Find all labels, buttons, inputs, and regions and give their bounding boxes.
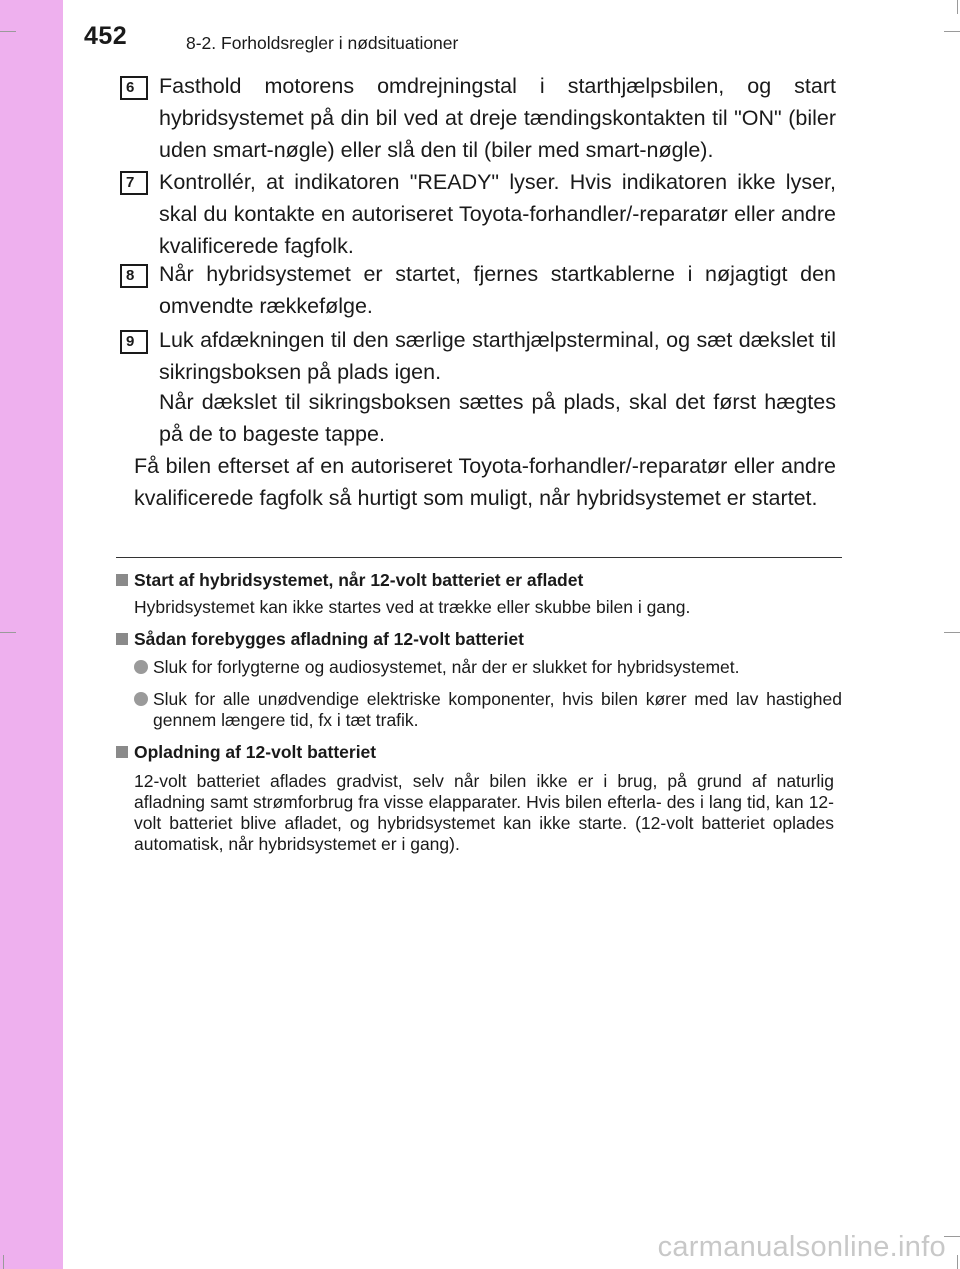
step-text-9: Luk afdækningen til den særlige starthjælpsterminal, og sæt dækslet til sikringsboksen på plads igen. — [159, 328, 836, 384]
note-heading-3-text: Opladning af 12-volt batteriet — [134, 742, 377, 762]
step-number-6: 6 — [120, 76, 148, 100]
divider — [116, 557, 842, 558]
circle-bullet-icon — [134, 660, 148, 674]
crop-mark — [0, 31, 16, 32]
section-title: 8-2. Forholdsregler i nødsituationer — [186, 33, 459, 53]
crop-mark — [957, 1255, 958, 1269]
crop-mark — [944, 31, 960, 32]
note-heading-1-text: Start af hybridsystemet, når 12-volt batteriet er afladet — [134, 570, 584, 590]
note-heading-1 — [116, 570, 583, 591]
list-item-text: Sluk for alle unødvendige elektriske komponenter, hvis bilen kører med lav hastighed gennem længere tid, fx i tæt trafik. — [153, 689, 842, 730]
page-sidebar-tab — [0, 0, 63, 1269]
square-bullet-icon — [116, 633, 128, 645]
step-text-7: Kontrollér, at indikatoren "READY" lyser. Hvis indikatoren ikke lyser, skal du kontakte en autoriseret Toyota-forhandler/-reparatør eller andre kvalificerede fagfolk. — [159, 170, 836, 258]
list-item — [134, 657, 842, 678]
circle-bullet-icon — [134, 692, 148, 706]
list-item — [134, 689, 842, 731]
page-number: 452 — [84, 22, 128, 50]
crop-mark — [0, 632, 16, 633]
crop-mark — [957, 0, 958, 14]
step-number-8: 8 — [120, 264, 148, 288]
note-text-3: 12-volt batteriet aflades gradvist, selv når bilen ikke er i brug, på grund af naturlig afladning samt strømforbrug fra visse elapparater. Hvis bilen efterla- des i lang tid, kan 12-volt batteriet blive afladet, og hybridsystemet kan ikke starte. (12-volt batteriet oplades automatisk, når hybridsystemet er i gang). — [134, 771, 834, 854]
step-text-8: Når hybridsystemet er startet, fjernes startkablerne i nøjagtigt den omvendte rækkefølge. — [159, 262, 836, 318]
square-bullet-icon — [116, 574, 128, 586]
note-heading-2-text: Sådan forebygges afladning af 12-volt batteriet — [134, 629, 524, 649]
note-heading-3 — [116, 742, 376, 763]
crop-mark — [944, 1236, 960, 1237]
note-text-1: Hybridsystemet kan ikke startes ved at trække eller skubbe bilen i gang. — [134, 597, 691, 617]
square-bullet-icon — [116, 746, 128, 758]
watermark: carmanualsonline.info — [657, 1231, 946, 1263]
step-number-7: 7 — [120, 171, 148, 195]
step-text-9-sub: Når dækslet til sikringsboksen sættes på plads, skal det først hægtes på de to bageste tappe. — [159, 390, 836, 446]
step-text-6: Fasthold motorens omdrejningstal i starthjælpsbilen, og start hybridsystemet på din bil ved at dreje tændingskontakten til "ON" (biler uden smart-nøgle) eller slå den til (biler med smart-nøgle). — [159, 74, 836, 162]
crop-mark — [944, 632, 960, 633]
crop-mark — [3, 1255, 4, 1269]
note-heading-2 — [116, 629, 524, 650]
closing-paragraph: Få bilen efterset af en autoriseret Toyota-forhandler/-reparatør eller andre kvalificerede fagfolk så hurtigt som muligt, når hybridsystemet er startet. — [134, 454, 836, 510]
step-number-9: 9 — [120, 330, 148, 354]
list-item-text: Sluk for forlygterne og audiosystemet, når der er slukket for hybridsystemet. — [153, 657, 740, 677]
